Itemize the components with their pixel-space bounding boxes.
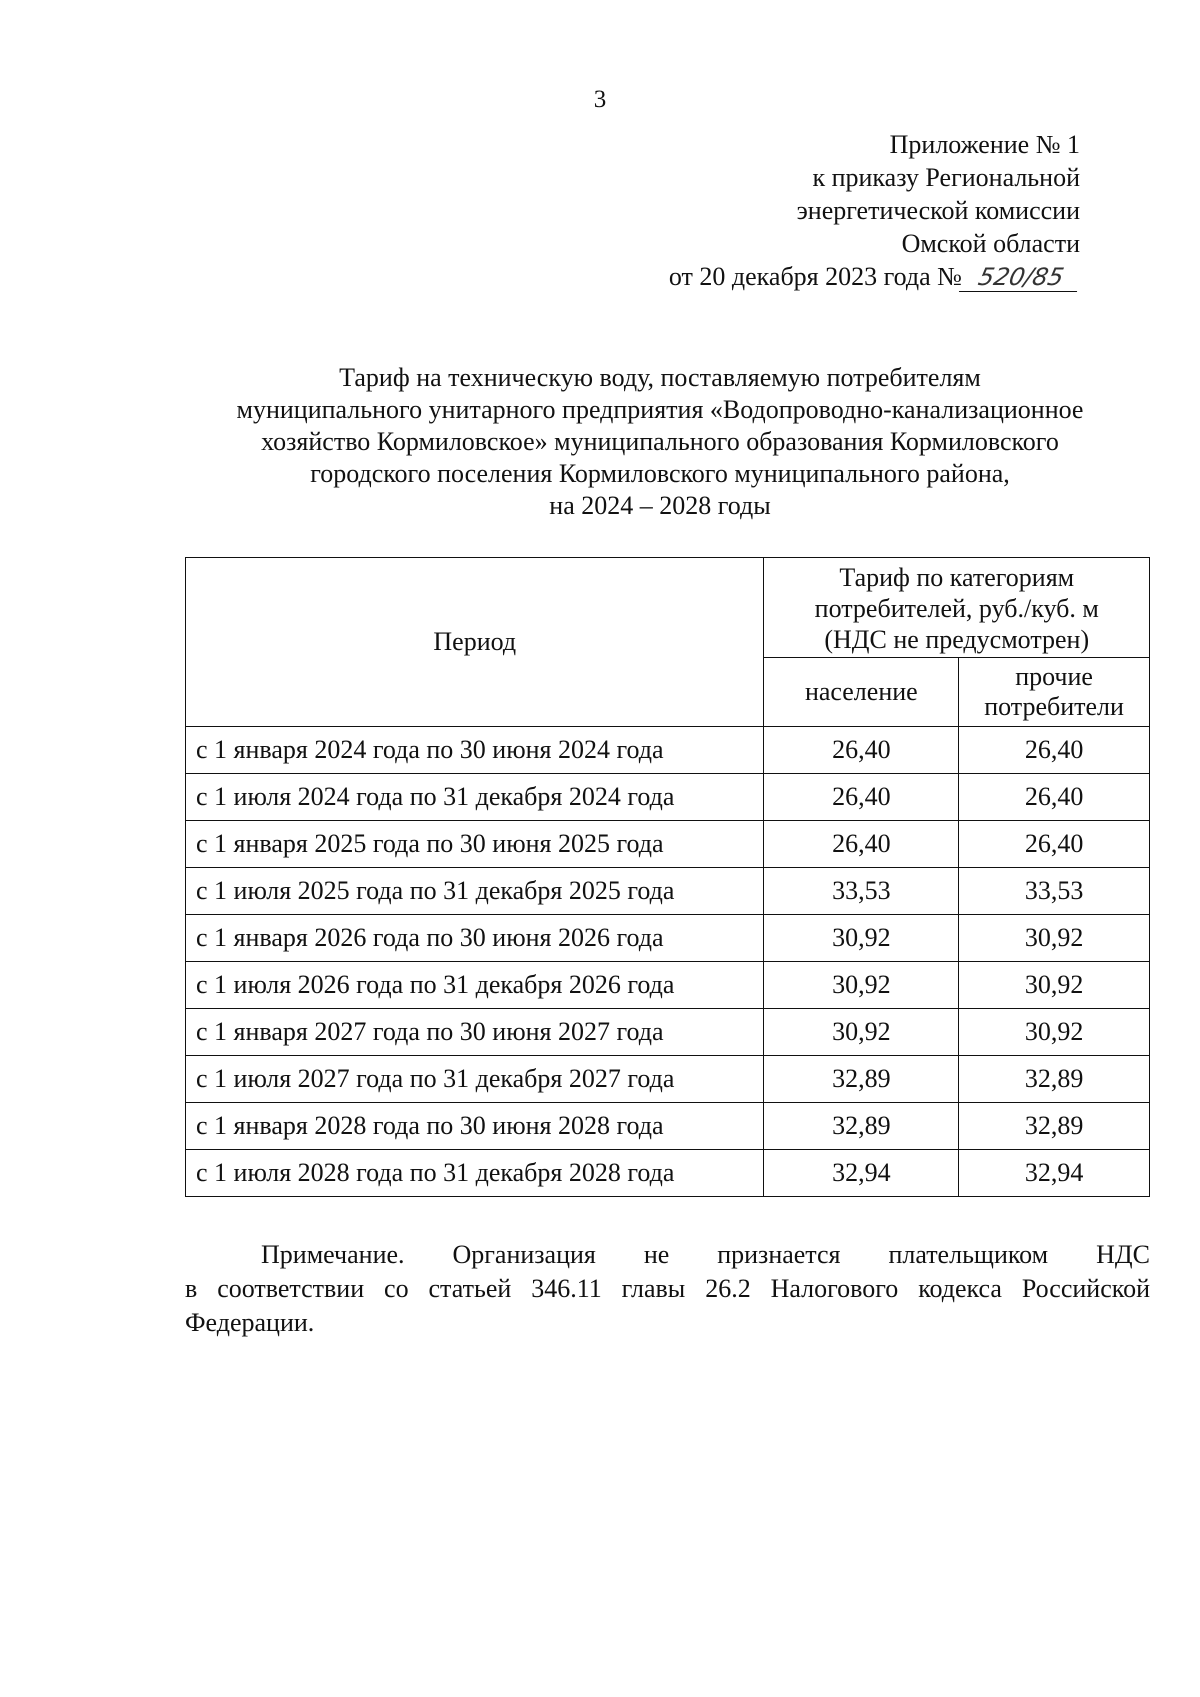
appendix-block: [669, 128, 1080, 293]
other-tariff-cell: 30,92: [959, 962, 1150, 1009]
note-word: кодекса: [918, 1274, 1002, 1303]
handwritten-order-number: 520/85: [959, 263, 1083, 292]
header-tariff: [764, 558, 1150, 658]
appendix-date-prefix: от 20 декабря 2023 года №: [668, 262, 962, 291]
tariff-table: [185, 557, 1150, 1197]
note-paragraph: [185, 1238, 1150, 1340]
table-row: [186, 727, 1150, 774]
note-line: Федерации.: [185, 1308, 315, 1337]
title-line: муниципального унитарного предприятия «Водопроводно-канализационное: [236, 395, 1084, 424]
document-title: [120, 362, 1200, 522]
note-word: Российской: [1021, 1274, 1150, 1303]
other-tariff-cell: 33,53: [959, 868, 1150, 915]
population-tariff-cell: 26,40: [764, 821, 959, 868]
appendix-line: Приложение № 1: [889, 130, 1080, 159]
note-word: НДС: [1096, 1240, 1150, 1269]
population-tariff-cell: 32,89: [764, 1056, 959, 1103]
header-tariff-line: (НДС не предусмотрен): [824, 625, 1090, 654]
period-cell: с 1 июля 2027 года по 31 декабря 2027 года: [186, 1056, 764, 1103]
table-row: [186, 868, 1150, 915]
period-cell: с 1 января 2024 года по 30 июня 2024 года: [186, 727, 764, 774]
table-row: [186, 1056, 1150, 1103]
other-tariff-cell: 32,89: [959, 1056, 1150, 1103]
other-tariff-cell: 32,94: [959, 1150, 1150, 1197]
note-rest: [185, 1272, 1150, 1340]
table-row: [186, 774, 1150, 821]
header-tariff-line: потребителей, руб./куб. м: [814, 594, 1099, 623]
title-line: хозяйство Кормиловское» муниципального образования Кормиловского: [261, 427, 1059, 456]
population-tariff-cell: 30,92: [764, 962, 959, 1009]
table-row: [186, 821, 1150, 868]
other-tariff-cell: 30,92: [959, 915, 1150, 962]
appendix-line: энергетической комиссии: [796, 196, 1080, 225]
header-tariff-line: Тариф по категориям: [839, 563, 1075, 592]
note-word: 26.2: [705, 1274, 751, 1303]
table-row: [186, 1150, 1150, 1197]
period-cell: с 1 июля 2028 года по 31 декабря 2028 года: [186, 1150, 764, 1197]
other-tariff-cell: 26,40: [959, 821, 1150, 868]
note-word: 346.11: [531, 1274, 602, 1303]
period-cell: с 1 января 2025 года по 30 июня 2025 года: [186, 821, 764, 868]
table-row: [186, 1103, 1150, 1150]
title-line: на 2024 – 2028 годы: [549, 491, 771, 520]
population-tariff-cell: 33,53: [764, 868, 959, 915]
period-cell: с 1 июля 2024 года по 31 декабря 2024 года: [186, 774, 764, 821]
header-period: Период: [186, 558, 764, 727]
period-cell: с 1 июля 2026 года по 31 декабря 2026 года: [186, 962, 764, 1009]
other-tariff-cell: 26,40: [959, 727, 1150, 774]
note-word: Налогового: [770, 1274, 899, 1303]
note-word: в: [185, 1274, 198, 1303]
population-tariff-cell: 32,89: [764, 1103, 959, 1150]
period-cell: с 1 января 2026 года по 30 июня 2026 года: [186, 915, 764, 962]
period-cell: с 1 июля 2025 года по 31 декабря 2025 года: [186, 868, 764, 915]
other-tariff-cell: 26,40: [959, 774, 1150, 821]
note-word: главы: [621, 1274, 686, 1303]
note-word: Примечание.: [261, 1240, 405, 1269]
period-cell: с 1 января 2028 года по 30 июня 2028 года: [186, 1103, 764, 1150]
note-word: статьей: [428, 1274, 512, 1303]
appendix-date-line: [669, 260, 1080, 293]
note-word: соответствии: [217, 1274, 365, 1303]
other-tariff-cell: 30,92: [959, 1009, 1150, 1056]
header-other-consumers: [959, 658, 1150, 727]
title-line: городского поселения Кормиловского муниципального района,: [310, 459, 1010, 488]
population-tariff-cell: 32,94: [764, 1150, 959, 1197]
population-tariff-cell: 26,40: [764, 727, 959, 774]
population-tariff-cell: 26,40: [764, 774, 959, 821]
header-population: население: [764, 658, 959, 727]
header-other-line: потребители: [984, 692, 1124, 721]
other-tariff-cell: 32,89: [959, 1103, 1150, 1150]
note-word: Организация: [452, 1240, 596, 1269]
note-word: признается: [717, 1240, 841, 1269]
header-other-line: прочие: [1015, 662, 1093, 691]
note-line: [185, 1272, 1150, 1306]
appendix-line: к приказу Региональной: [812, 163, 1080, 192]
population-tariff-cell: 30,92: [764, 1009, 959, 1056]
note-word: со: [384, 1274, 409, 1303]
note-word: не: [643, 1240, 670, 1269]
population-tariff-cell: 30,92: [764, 915, 959, 962]
table-row: [186, 915, 1150, 962]
appendix-line: Омской области: [901, 229, 1080, 258]
note-word: плательщиком: [888, 1240, 1049, 1269]
table-row: [186, 962, 1150, 1009]
note-first-line: [185, 1238, 1150, 1272]
page-number: 3: [593, 86, 607, 113]
table-row: [186, 1009, 1150, 1056]
period-cell: с 1 января 2027 года по 30 июня 2027 года: [186, 1009, 764, 1056]
title-line: Тариф на техническую воду, поставляемую потребителям: [339, 363, 981, 392]
